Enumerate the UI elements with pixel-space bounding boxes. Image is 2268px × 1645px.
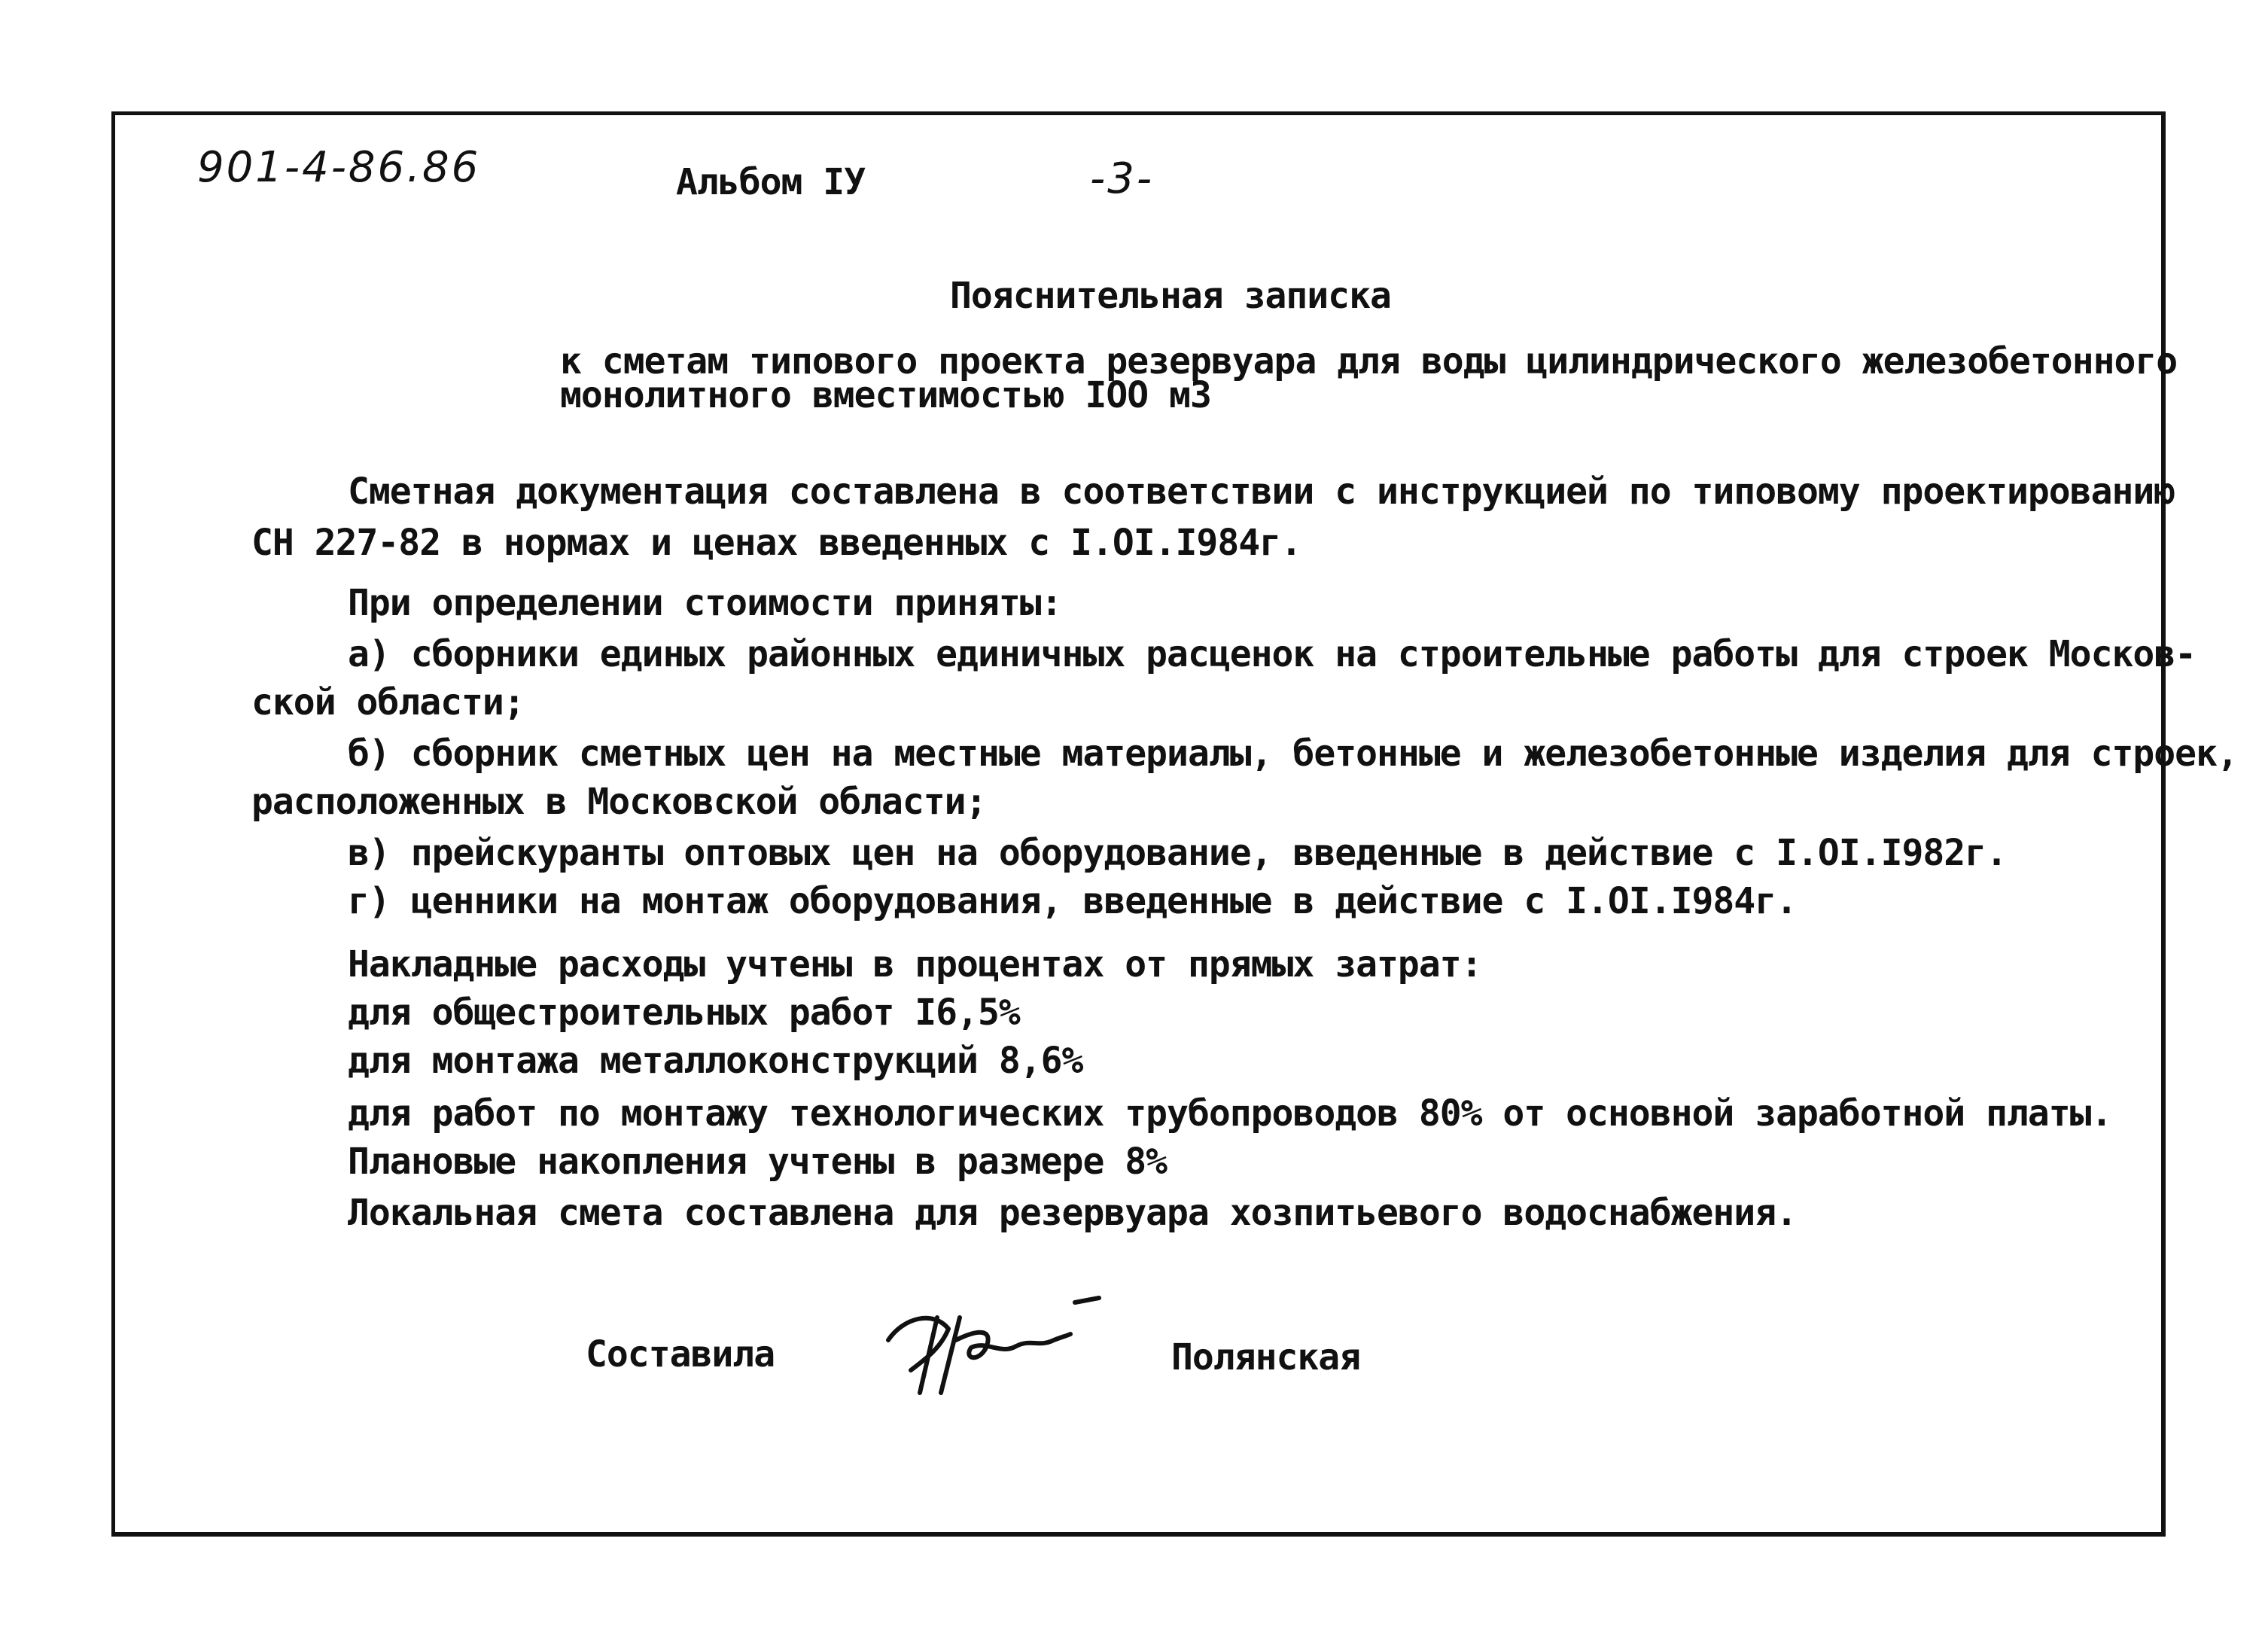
planned-savings: Плановые накопления учтены в размере 8% [348,1141,1167,1183]
paragraph-1-line-1: Сметная документация составлена в соответствии с инструкцией по типовому проектированию [348,471,2175,513]
item-b-line-1: б) сборник сметных цен на местные материалы, бетонные и железобетонные изделия для строек, [348,733,2238,775]
overhead-intro: Накладные расходы учтены в процентах от прямых затрат: [348,943,1482,985]
doc-code: 901-4-86.86 [197,143,481,192]
subtitle-line-1: к сметам типового проекта резервуара для воды цилиндрического железобетонного [560,340,2178,382]
album-label: Альбом IУ [676,161,866,203]
page-title: Пояснительная записка [950,275,1391,317]
handwritten-signature [873,1287,1114,1400]
item-b-line-2: расположенных в Московской области; [251,781,987,823]
local-estimate-note: Локальная смета составлена для резервуара хозпитьевого водоснабжения. [348,1192,1797,1234]
overhead-metal: для монтажа металлоконструкций 8,6% [348,1040,1083,1082]
compiled-by-label: Составила [586,1333,775,1375]
subtitle-line-2: монолитного вместимостью IOO м3 [560,374,1211,416]
compiler-name: Полянская [1171,1336,1361,1378]
item-v: в) прейскуранты оптовых цен на оборудование, введенные в действие с I.OI.I982г. [348,832,2007,874]
paragraph-1-line-2: СН 227-82 в нормах и ценах введенных с I.OI.I984г. [251,522,1301,564]
page-number: -3- [1090,154,1155,203]
document-frame [111,111,2166,1537]
item-a-line-2: ской области; [251,681,525,723]
overhead-piping: для работ по монтажу технологических трубопроводов 80% от основной заработной платы. [348,1092,2112,1135]
overhead-general: для общестроительных работ I6,5% [348,992,1020,1034]
item-a-line-1: а) сборники единых районных единичных расценок на строительные работы для строек Москов- [348,633,2196,675]
item-g: г) ценники на монтаж оборудования, введенные в действие с I.OI.I984г. [348,880,1797,922]
cost-basis-intro: При определении стоимости приняты: [348,582,1062,624]
